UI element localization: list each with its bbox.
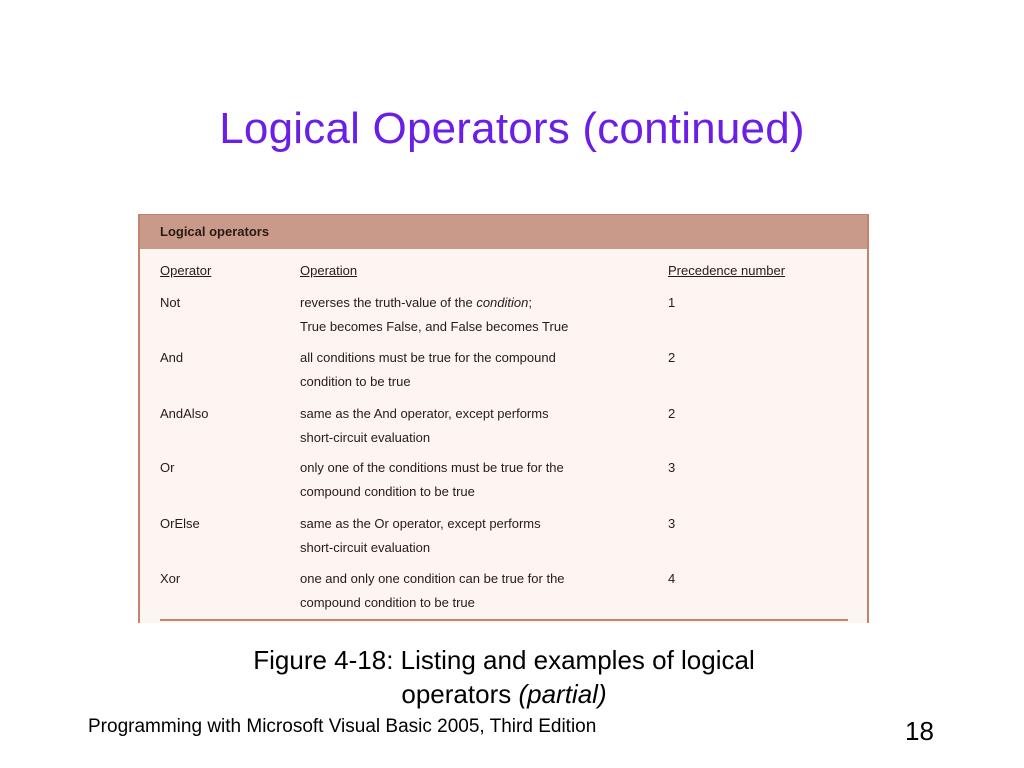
operator-cell: Not <box>160 295 181 310</box>
operation-cell <box>300 291 640 339</box>
operator-cell: Or <box>160 460 175 475</box>
operation-text: same as the Or operator, except performs <box>300 516 541 531</box>
figure-header: Logical operators <box>140 215 867 249</box>
operation-text-line2: short-circuit evaluation <box>300 430 431 445</box>
column-header-operator: Operator <box>160 263 212 278</box>
figure-caption <box>0 643 1008 711</box>
caption-partial: (partial) <box>518 679 607 709</box>
table-bottom-rule <box>160 619 848 621</box>
table-header-row <box>160 263 850 283</box>
operation-text-line2: condition to be true <box>300 374 411 389</box>
operation-cell <box>300 402 640 450</box>
operation-text: same as the And operator, except performs <box>300 406 549 421</box>
operation-emphasis: condition <box>476 295 529 310</box>
operation-text-line2: True becomes False, and False becomes True <box>300 319 569 334</box>
precedence-cell: 1 <box>668 295 676 310</box>
caption-line1: Figure 4-18: Listing and examples of logical <box>253 645 755 675</box>
footer-text: Programming with Microsoft Visual Basic 2005, Third Edition <box>88 716 597 737</box>
precedence-cell: 3 <box>668 516 676 531</box>
precedence-cell: 2 <box>668 406 676 421</box>
page-number: 18 <box>905 716 934 746</box>
slide-title: Logical Operators (continued) <box>219 104 805 153</box>
operation-text: all conditions must be true for the compound <box>300 350 556 365</box>
precedence-cell: 4 <box>668 571 676 586</box>
operator-cell: Xor <box>160 571 181 586</box>
operation-text-line2: compound condition to be true <box>300 484 475 499</box>
operation-text: only one of the conditions must be true for the <box>300 460 564 475</box>
operator-cell: OrElse <box>160 516 200 531</box>
column-header-operation: Operation <box>300 263 358 278</box>
operation-cell <box>300 512 640 560</box>
operation-text: one and only one condition can be true for the <box>300 571 565 586</box>
operation-cell <box>300 567 640 615</box>
precedence-cell: 2 <box>668 350 676 365</box>
operation-text-end: ; <box>528 295 532 310</box>
caption-line2: operators <box>401 679 512 709</box>
column-header-precedence: Precedence number <box>668 263 786 278</box>
operation-cell <box>300 456 640 504</box>
operation-cell <box>300 346 640 394</box>
operation-text-line2: short-circuit evaluation <box>300 540 431 555</box>
logical-operators-figure <box>138 214 869 623</box>
operation-text: reverses the truth-value of the <box>300 295 477 310</box>
operator-cell: And <box>160 350 184 365</box>
operator-cell: AndAlso <box>160 406 209 421</box>
operation-text-line2: compound condition to be true <box>300 595 475 610</box>
precedence-cell: 3 <box>668 460 676 475</box>
